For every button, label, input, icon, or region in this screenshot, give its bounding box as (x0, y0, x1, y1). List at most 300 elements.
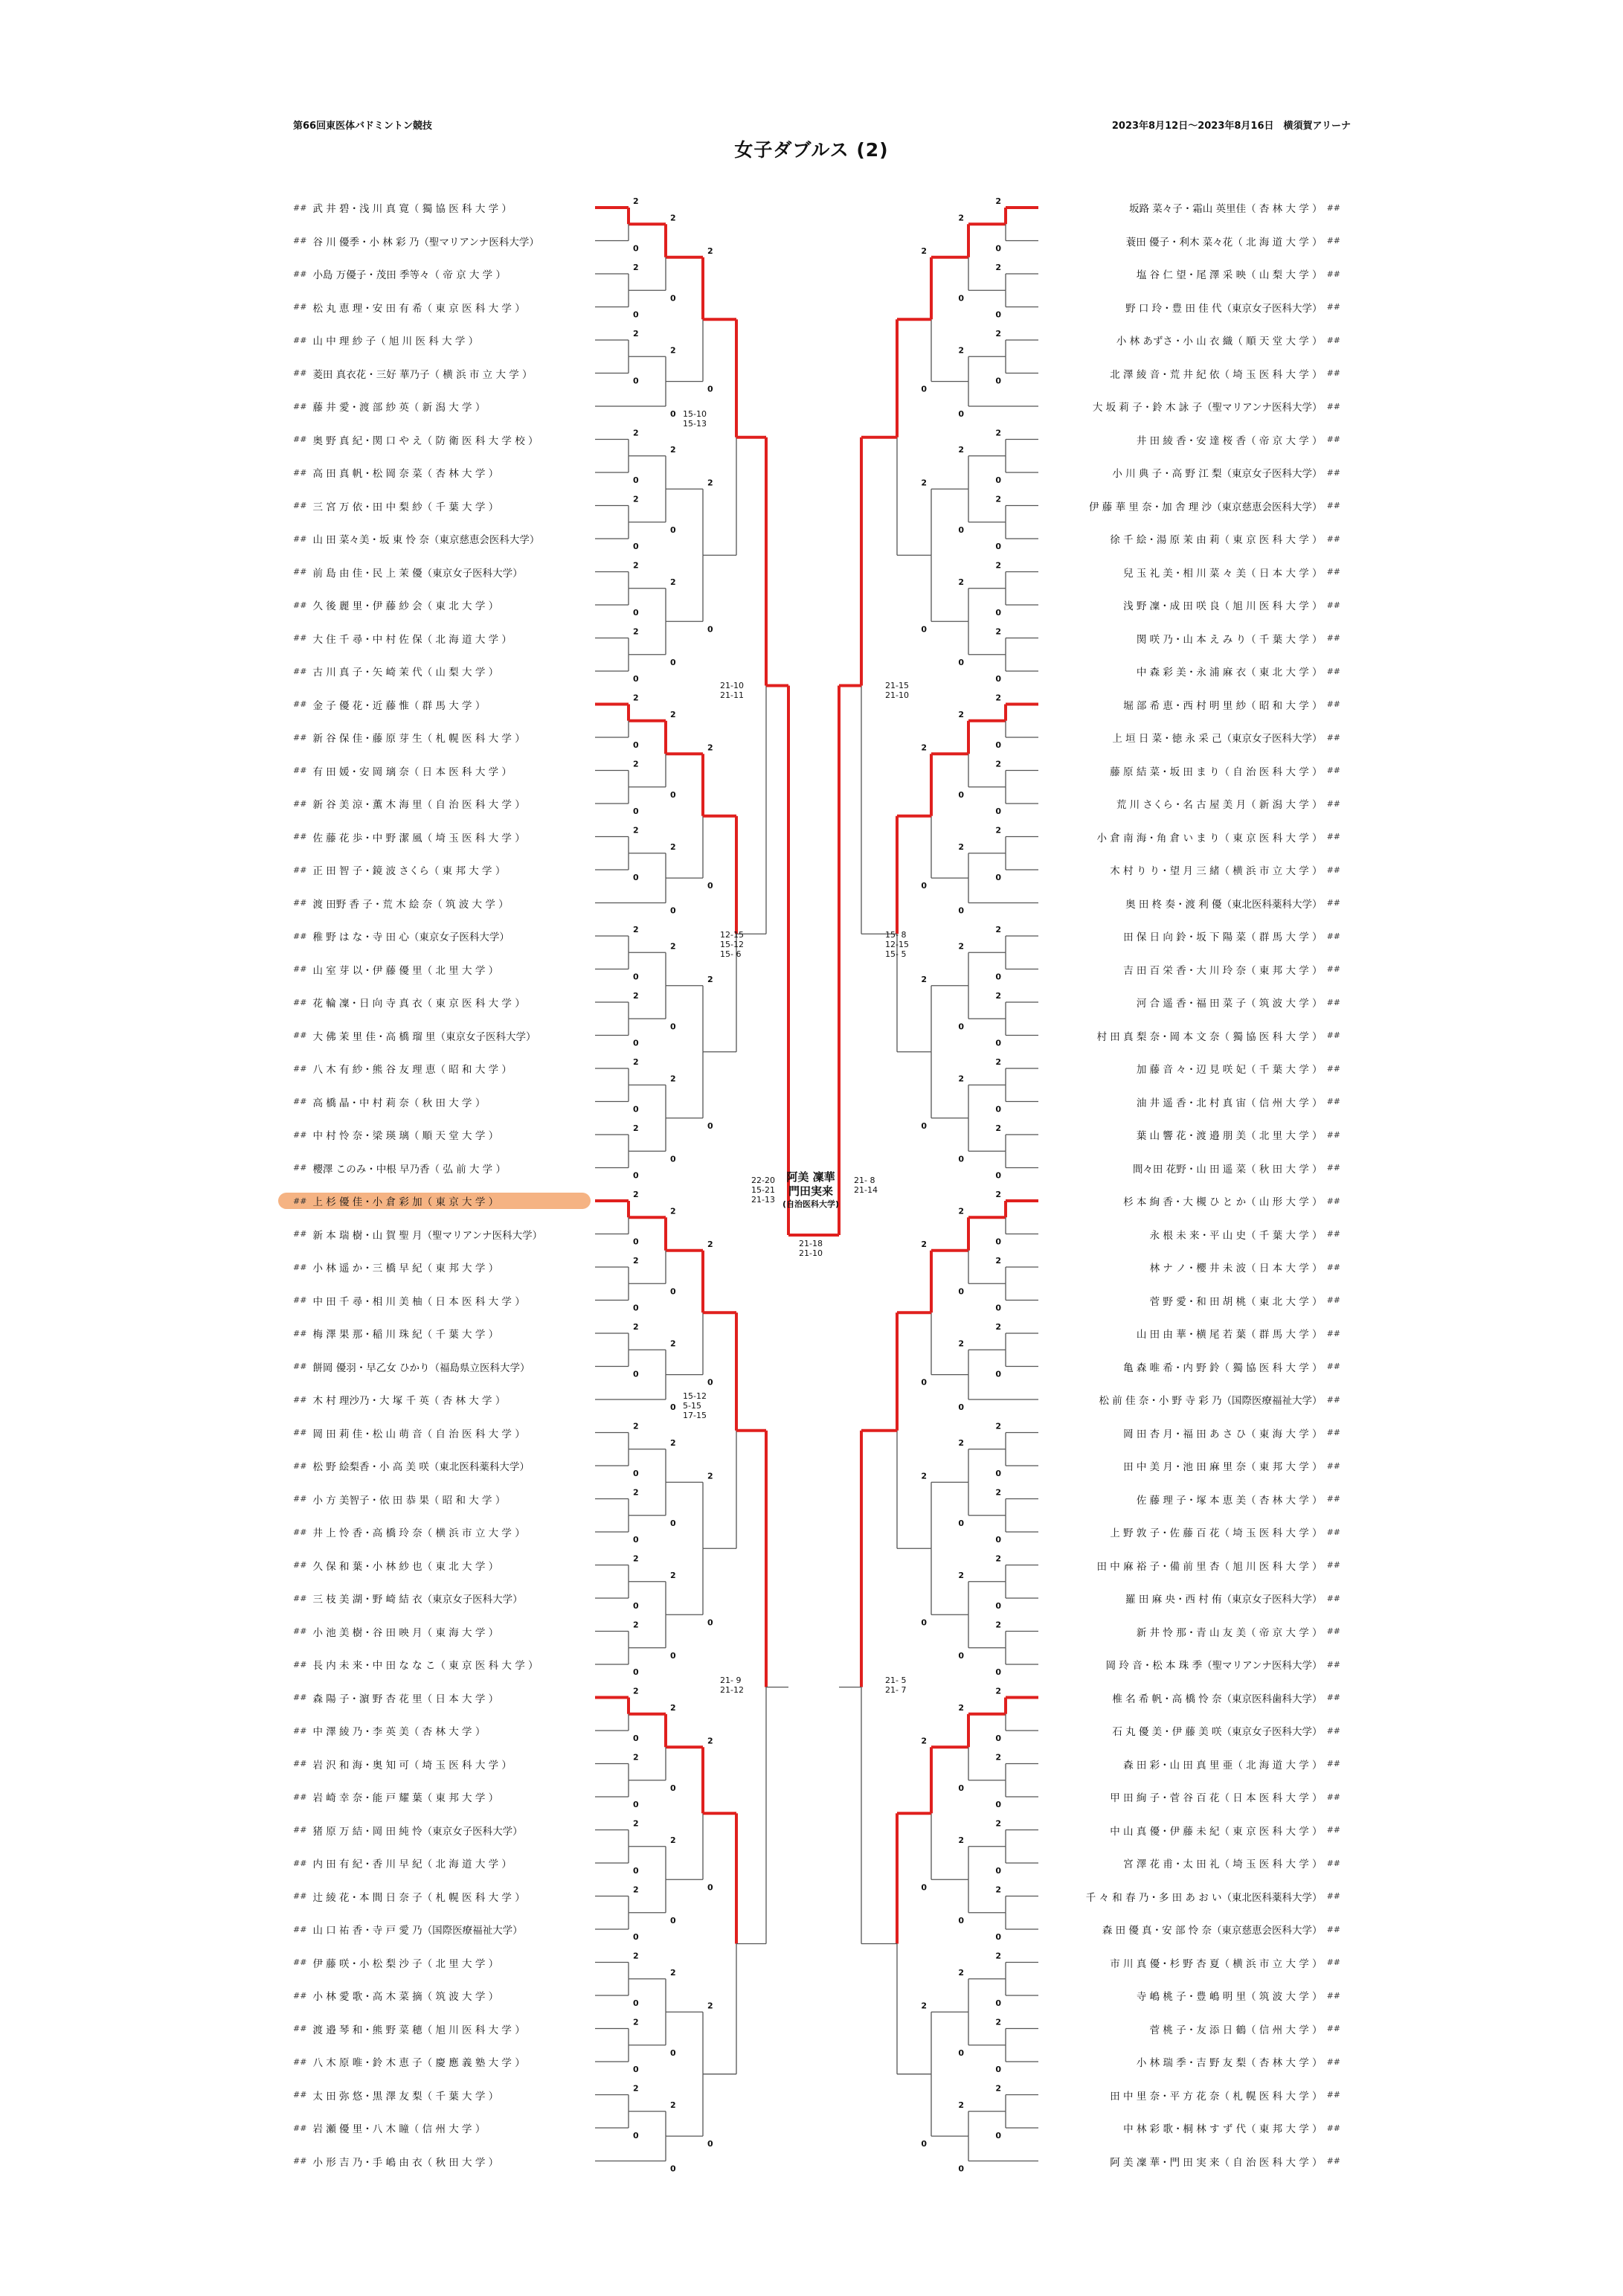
entry-text: 小 林 遥 か・三 橋 早 紀（ 東 邦 大 学 ） (312, 1263, 499, 1274)
match-score: 21-18 (799, 1239, 823, 1248)
right-entry (1043, 1987, 1340, 2004)
game-count: 0 (921, 1377, 927, 1388)
game-count: 0 (670, 1402, 676, 1412)
right-entry (1043, 233, 1340, 249)
left-entry (293, 1789, 591, 1805)
entry-text: 八 木 有 紗・熊 谷 友 理 恵（ 昭 和 大 学 ） (312, 1064, 512, 1076)
entry-text: 永 根 未 来・平 山 史（ 千 葉 大 学 ） (1149, 1229, 1322, 1242)
right-entry (1043, 1027, 1340, 1044)
entry-text: 小 方 美智子・依 田 恭 果（ 昭 和 大 学 ） (312, 1494, 506, 1507)
game-count: 0 (995, 1800, 1001, 1809)
entry-ref: ## (1326, 931, 1340, 941)
game-count: 2 (633, 693, 639, 703)
game-count: 0 (995, 807, 1001, 816)
left-entry (293, 1458, 591, 1474)
entry-ref: ## (293, 633, 307, 643)
game-count: 2 (633, 1256, 639, 1266)
game-count: 2 (633, 196, 639, 206)
entry-ref: ## (1326, 1328, 1340, 1338)
left-entry (293, 862, 591, 878)
game-count: 2 (670, 1835, 676, 1845)
game-count: 0 (670, 1650, 676, 1661)
right-entry (1043, 1391, 1340, 1408)
entry-text: 木 村 理沙乃・大 塚 千 英（ 杏 林 大 学 ） (312, 1395, 506, 1407)
left-entry (293, 1722, 591, 1739)
game-count: 2 (995, 991, 1001, 1001)
entry-ref: ## (1326, 1494, 1340, 1504)
entry-ref: ## (1326, 1659, 1340, 1670)
entry-text: 森 田 優 真・安 部 怜 奈（東京慈恵会医科大学） (1102, 1925, 1322, 1937)
game-count: 0 (995, 972, 1001, 982)
match-score: 21-11 (720, 690, 744, 700)
entry-ref: ## (1326, 865, 1340, 875)
entry-text: 新 井 怜 那・青 山 友 美（ 帝 京 大 学 ） (1136, 1626, 1322, 1639)
right-entry (1043, 1325, 1340, 1341)
game-count: 2 (670, 1570, 676, 1580)
game-count: 0 (995, 1038, 1001, 1048)
entry-ref: ## (1326, 1196, 1340, 1206)
entry-ref: ## (1326, 1460, 1340, 1471)
left-entry (293, 464, 591, 481)
entry-text: 菱田 真衣花・三好 華乃子（ 横 浜 市 立 大 学 ） (312, 368, 533, 381)
match-score: 12-15 (885, 940, 909, 949)
match-score: 15- 6 (720, 949, 742, 959)
game-count: 2 (633, 1885, 639, 1895)
game-count: 2 (633, 925, 639, 934)
left-entry (293, 763, 591, 779)
entry-ref: ## (293, 1924, 307, 1934)
game-count: 0 (707, 1120, 713, 1131)
entry-ref: ## (293, 2024, 307, 2033)
entry-ref: ## (1326, 1262, 1340, 1272)
left-entry (293, 199, 591, 216)
right-entry (1043, 332, 1340, 348)
entry-ref: ## (1326, 732, 1340, 743)
left-entry (293, 1160, 591, 1176)
entry-text: 油 井 遥 香・北 村 真 宙（ 信 州 大 学 ） (1136, 1097, 1322, 1109)
entry-ref: ## (293, 2090, 307, 2100)
game-count: 2 (958, 2100, 964, 2110)
entry-text: 森 陽 子・濵 野 杏 花 里（ 日 本 大 学 ） (312, 1693, 499, 1705)
right-entry (1043, 398, 1340, 414)
game-count: 2 (633, 1951, 639, 1961)
left-entry (293, 1524, 591, 1540)
entry-text: 山 口 祐 香・寺 戸 愛 乃（国際医療福祉大学） (312, 1925, 523, 1937)
left-entry (293, 1690, 591, 1706)
entry-ref: ## (1326, 1759, 1340, 1769)
right-entry (1043, 2153, 1340, 2170)
game-count: 2 (995, 2083, 1001, 2094)
entry-text: 野 口 玲・豊 田 佳 代（東京女子医科大学） (1125, 302, 1322, 315)
right-entry (1043, 928, 1340, 944)
entry-text: 渡 田野 香 子・荒 木 絵 奈（ 筑 波 大 学 ） (312, 898, 509, 911)
entry-text: 松 丸 恵 理・安 田 有 希（ 東 京 医 科 大 学 ） (312, 302, 525, 315)
game-count: 0 (921, 1882, 927, 1893)
entry-ref: ## (293, 964, 307, 974)
entry-ref: ## (293, 533, 307, 544)
entry-text: 内 田 有 紀・香 川 早 紀（ 北 海 道 大 学 ） (312, 1859, 512, 1870)
right-entry (1043, 1094, 1340, 1110)
game-count: 2 (633, 2017, 639, 2027)
entry-ref: ## (293, 732, 307, 743)
entry-ref: ## (293, 202, 307, 213)
game-count: 0 (633, 1734, 639, 1743)
entry-text: 小 林 愛 歌・高 木 菜 摘（ 筑 波 大 学 ） (312, 1991, 499, 2003)
match-score: 15- 8 (885, 930, 907, 940)
right-entry (1043, 365, 1340, 382)
game-count: 0 (633, 608, 639, 618)
game-count: 0 (670, 789, 676, 800)
entry-text: 餅岡 優羽・早乙女 ひかり（福島県立医科大学） (312, 1362, 530, 1374)
game-count: 0 (958, 789, 964, 800)
entry-text: 小 林 瑞 季・吉 野 友 梨（ 杏 林 大 学 ） (1136, 2057, 1322, 2069)
match-score: 21-10 (720, 681, 744, 690)
game-count: 0 (633, 1303, 639, 1313)
right-entry (1043, 199, 1340, 216)
game-count: 0 (921, 384, 927, 394)
game-count: 2 (633, 1123, 639, 1133)
entry-ref: ## (1326, 1593, 1340, 1603)
entry-text: 佐 藤 花 歩・中 野 潔 風（ 埼 玉 医 科 大 学 ） (312, 832, 525, 844)
game-count: 2 (670, 1702, 676, 1713)
entry-ref: ## (1326, 766, 1340, 775)
game-count: 0 (958, 905, 964, 916)
game-count: 0 (707, 384, 713, 394)
entry-ref: ## (1326, 1891, 1340, 1901)
champion-name: 阿美 凜華 門田実来 (786, 1170, 835, 1198)
game-count: 2 (958, 709, 964, 719)
game-count: 2 (707, 2001, 713, 2011)
entry-text: 大 住 千 尋・中 村 佐 保（ 北 海 道 大 学 ） (312, 633, 512, 646)
match-score: 21-10 (885, 690, 909, 700)
entry-ref: ## (293, 1460, 307, 1471)
entry-ref: ## (293, 1792, 307, 1802)
entry-ref: ## (1326, 236, 1340, 246)
entry-text: 武 井 碧・浅 川 真 寛（ 獨 協 医 科 大 学 ） (312, 203, 512, 215)
right-entry (1043, 1888, 1340, 1905)
game-count: 0 (633, 873, 639, 882)
right-entry (1043, 1623, 1340, 1640)
left-entry (293, 630, 591, 647)
entry-ref: ## (1326, 666, 1340, 676)
game-count: 2 (921, 478, 927, 488)
entry-ref: ## (1326, 368, 1340, 378)
entry-ref: ## (293, 997, 307, 1007)
entry-text: 千 々 和 春 乃・多 田 あ お い（東北医科薬科大学） (1085, 1891, 1322, 1904)
right-entry (1043, 1590, 1340, 1606)
entry-text: 市 川 真 優・杉 野 杏 夏（ 横 浜 市 立 大 学 ） (1110, 1957, 1322, 1970)
entry-ref: ## (293, 1527, 307, 1537)
entry-ref: ## (293, 898, 307, 908)
game-count: 0 (670, 905, 676, 916)
entry-ref: ## (1326, 2024, 1340, 2033)
right-entry (1043, 1789, 1340, 1805)
entry-ref: ## (293, 1262, 307, 1272)
left-entry (293, 2153, 591, 2170)
right-entry (1043, 1722, 1340, 1739)
game-count: 2 (921, 2001, 927, 2011)
entry-text: 藤 井 愛・渡 部 紗 英（ 新 潟 大 学 ） (312, 402, 486, 414)
entry-text: 井 田 綾 香・安 達 桜 香（ 帝 京 大 学 ） (1136, 434, 1322, 447)
game-count: 2 (633, 626, 639, 637)
right-entry (1043, 1193, 1340, 1209)
game-count: 0 (958, 1154, 964, 1164)
game-count: 0 (921, 1120, 927, 1131)
game-count: 2 (633, 1553, 639, 1564)
tournament-name: 第66回東医体バドミントン競技 (293, 121, 432, 132)
entry-ref: ## (1326, 202, 1340, 213)
entry-ref: ## (293, 1328, 307, 1338)
entry-ref: ## (293, 1593, 307, 1603)
match-score: 5-15 (683, 1401, 701, 1411)
match-score: 17-15 (683, 1411, 707, 1420)
left-entry (293, 564, 591, 580)
game-count: 0 (633, 740, 639, 750)
entry-ref: ## (293, 1362, 307, 1371)
left-entry (293, 1325, 591, 1341)
entry-ref: ## (293, 401, 307, 411)
entry-ref: ## (293, 236, 307, 246)
entry-text: 林 ナ ノ・櫻 井 未 波（ 日 本 大 学 ） (1149, 1263, 1322, 1274)
entry-ref: ## (1326, 964, 1340, 974)
left-entry (293, 1391, 591, 1408)
game-count: 2 (921, 1471, 927, 1481)
entry-text: 上 野 敦 子・佐 藤 百 花（ 埼 玉 医 科 大 学 ） (1110, 1527, 1322, 1539)
game-count: 2 (670, 345, 676, 356)
entry-text: 谷 川 優季・小 林 彩 乃（聖マリアンナ医科大学） (312, 236, 539, 248)
game-count: 0 (995, 542, 1001, 551)
entry-text: 中 村 怜 奈・梁 瑛 璃（ 順 天 堂 大 学 ） (312, 1130, 499, 1142)
entry-ref: ## (293, 1626, 307, 1636)
game-count: 0 (670, 1286, 676, 1297)
game-count: 2 (633, 2083, 639, 2094)
entry-text: 岡 田 莉 佳・松 山 萌 音（ 自 治 医 科 大 学 ） (312, 1428, 525, 1440)
entry-ref: ## (293, 501, 307, 510)
game-count: 0 (958, 1286, 964, 1297)
left-entry (293, 332, 591, 348)
game-count: 2 (633, 560, 639, 571)
entry-ref: ## (1326, 633, 1340, 643)
left-entry (293, 895, 591, 911)
entry-ref: ## (1326, 467, 1340, 478)
entry-ref: ## (1326, 1030, 1340, 1040)
game-count: 2 (995, 2017, 1001, 2027)
entry-text: 高 橋 晶・中 村 莉 奈（ 秋 田 大 学 ） (312, 1097, 486, 1109)
left-entry (278, 1193, 591, 1209)
game-count: 2 (633, 1818, 639, 1829)
game-count: 2 (921, 1736, 927, 1746)
entry-text: 中 森 彩 美・永 浦 麻 衣（ 東 北 大 学 ） (1136, 667, 1322, 679)
left-entry (293, 299, 591, 315)
entry-text: 松 前 佳 奈・小 野 寺 彩 乃（国際医療福祉大学） (1099, 1395, 1322, 1407)
right-entry (1043, 2087, 1340, 2103)
game-count: 0 (995, 1237, 1001, 1247)
game-count: 0 (670, 1783, 676, 1793)
entry-text: 中 林 彩 歌・桐 林 す ず 代（ 東 邦 大 学 ） (1123, 2123, 1322, 2135)
game-count: 0 (633, 243, 639, 254)
entry-ref: ## (293, 1990, 307, 2001)
game-count: 2 (995, 1885, 1001, 1895)
left-entry (293, 961, 591, 978)
game-count: 0 (921, 624, 927, 635)
game-count: 0 (958, 2048, 964, 2058)
entry-ref: ## (1326, 600, 1340, 610)
entry-text: 兒 玉 礼 美・相 川 菜 々 美（ 日 本 大 学 ） (1123, 567, 1322, 580)
entry-text: 北 澤 綾 音・荒 井 紀 依（ 埼 玉 医 科 大 学 ） (1110, 368, 1322, 381)
game-count: 2 (633, 1421, 639, 1431)
entry-ref: ## (1326, 335, 1340, 345)
entry-text: 新 谷 保 佳・藤 原 芽 生（ 札 幌 医 科 大 学 ） (312, 733, 525, 745)
game-count: 2 (958, 213, 964, 223)
right-entry (1043, 663, 1340, 679)
match-score: 15- 5 (885, 949, 907, 959)
entry-text: 藤 原 結 菜・坂 田 ま り（ 自 治 医 科 大 学 ） (1110, 766, 1322, 778)
right-entry (1043, 498, 1340, 514)
game-count: 0 (633, 1866, 639, 1876)
match-score: 15-12 (683, 1391, 707, 1401)
right-entry (1043, 1955, 1340, 1971)
entry-ref: ## (1326, 1560, 1340, 1570)
left-entry (293, 530, 591, 547)
entry-ref: ## (293, 931, 307, 941)
entry-ref: ## (1326, 1527, 1340, 1537)
game-count: 0 (958, 1783, 964, 1793)
right-entry (1043, 1822, 1340, 1838)
entry-text: 徐 千 絵・湯 原 茉 由 莉（ 東 京 医 科 大 学 ） (1110, 534, 1322, 546)
game-count: 2 (707, 478, 713, 488)
left-entry (293, 1259, 591, 1275)
entry-text: 井 上 怜 香・高 橋 玲 奈（ 横 浜 市 立 大 学 ） (312, 1527, 525, 1539)
entry-ref: ## (293, 1030, 307, 1040)
game-count: 2 (707, 974, 713, 984)
game-count: 0 (633, 1237, 639, 1247)
champion-university: (自治医科大学) (782, 1199, 840, 1209)
match-score: 21-14 (854, 1185, 878, 1195)
game-count: 0 (633, 1932, 639, 1942)
game-count: 2 (670, 1338, 676, 1349)
game-count: 0 (995, 1369, 1001, 1379)
game-count: 2 (670, 1967, 676, 1978)
entry-ref: ## (1326, 434, 1340, 444)
entry-text: 木 村 り り・望 月 三 緒（ 横 浜 市 立 大 学 ） (1110, 865, 1322, 877)
right-entry (1043, 961, 1340, 978)
entry-ref: ## (293, 1560, 307, 1570)
entry-ref: ## (293, 865, 307, 875)
game-count: 2 (670, 577, 676, 587)
right-entry (1043, 1690, 1340, 1706)
game-count: 0 (958, 525, 964, 535)
entry-ref: ## (1326, 1792, 1340, 1802)
game-count: 2 (995, 1057, 1001, 1067)
entry-ref: ## (1326, 699, 1340, 709)
entry-ref: ## (1326, 2090, 1340, 2100)
entry-text: 花 輪 凜・日 向 寺 真 衣（ 東 京 医 科 大 学 ） (312, 998, 525, 1010)
right-entry (1043, 1557, 1340, 1574)
entry-text: 櫻澤 このみ・中根 早乃香（ 弘 前 大 学 ） (312, 1163, 506, 1176)
game-count: 0 (633, 376, 639, 386)
entry-ref: ## (1326, 2156, 1340, 2166)
entry-text: 葉 山 響 花・渡 邉 朋 美（ 北 里 大 学 ） (1136, 1130, 1322, 1142)
left-entry (293, 1226, 591, 1242)
game-count: 2 (995, 825, 1001, 836)
entry-text: 甲 田 絢 子・菅 谷 百 花（ 日 本 医 科 大 学 ） (1110, 1792, 1322, 1804)
game-count: 2 (921, 246, 927, 256)
game-count: 0 (633, 2131, 639, 2141)
left-entry (293, 795, 591, 812)
game-count: 2 (633, 1620, 639, 1630)
entry-text: 間々田 花野・山 田 遥 菜（ 秋 田 大 学 ） (1132, 1163, 1322, 1176)
left-entry (293, 2053, 591, 2070)
entry-text: 前 島 由 佳・民 上 茉 優（東京女子医科大学） (312, 567, 523, 580)
right-entry (1043, 1491, 1340, 1507)
right-entry (1043, 1160, 1340, 1176)
game-count: 0 (633, 1170, 639, 1181)
entry-ref: ## (293, 368, 307, 378)
right-entry (1043, 1060, 1340, 1077)
entry-ref: ## (293, 1129, 307, 1140)
entry-ref: ## (293, 1063, 307, 1074)
left-entry (293, 1425, 591, 1441)
right-entry (1043, 1458, 1340, 1474)
game-count: 0 (707, 1617, 713, 1628)
match-score: 21-13 (751, 1195, 775, 1205)
entry-ref: ## (293, 600, 307, 610)
game-count: 0 (707, 2139, 713, 2149)
entry-ref: ## (1326, 1428, 1340, 1437)
entry-text: 高 田 真 帆・松 岡 奈 菜（ 杏 林 大 学 ） (312, 468, 499, 480)
entry-text: 浅 野 凜・成 田 咲 良（ 旭 川 医 科 大 学 ） (1123, 600, 1322, 612)
game-count: 2 (995, 196, 1001, 206)
entry-ref: ## (1326, 1097, 1340, 1106)
match-score: 21- 5 (885, 1675, 907, 1685)
game-count: 0 (670, 2048, 676, 2058)
game-count: 0 (633, 807, 639, 816)
game-count: 0 (958, 293, 964, 304)
entry-text: 田 中 里 奈・平 方 花 奈（ 札 幌 医 科 大 学 ） (1110, 2090, 1322, 2103)
game-count: 0 (670, 657, 676, 667)
game-count: 2 (995, 626, 1001, 637)
match-score: 21-15 (885, 681, 909, 690)
game-count: 0 (958, 1650, 964, 1661)
entry-ref: ## (293, 699, 307, 709)
game-count: 2 (995, 1686, 1001, 1696)
game-count: 0 (670, 2164, 676, 2174)
entry-text: 伊 藤 華 里 奈・加 舎 理 沙（東京慈恵会医科大学） (1089, 501, 1322, 513)
entry-text: 伊 藤 咲・小 松 梨 沙 子（ 北 里 大 学 ） (312, 1957, 499, 1970)
match-score: 22-20 (751, 1176, 775, 1185)
right-entry (1043, 1921, 1340, 1937)
entry-ref: ## (293, 832, 307, 841)
right-entry (1043, 432, 1340, 448)
left-entry (293, 1955, 591, 1971)
game-count: 0 (921, 1617, 927, 1628)
entry-text: 山 中 理 紗 子（ 旭 川 医 科 大 学 ） (312, 336, 479, 347)
entry-text: 久 後 麗 里・伊 藤 紗 会（ 東 北 大 学 ） (312, 600, 499, 612)
right-entry (1043, 895, 1340, 911)
entry-text: 小 形 吉 乃・手 嶋 由 衣（ 秋 田 大 学 ） (312, 2156, 499, 2169)
game-count: 0 (633, 475, 639, 485)
game-count: 0 (958, 1915, 964, 1925)
entry-ref: ## (293, 1858, 307, 1868)
game-count: 0 (633, 542, 639, 551)
entry-ref: ## (1326, 401, 1340, 411)
right-entry (1043, 1656, 1340, 1673)
game-count: 2 (958, 1206, 964, 1216)
entry-text: 小 池 美 樹・谷 田 映 月（ 東 海 大 学 ） (312, 1626, 499, 1639)
right-entry (1043, 1259, 1340, 1275)
game-count: 0 (921, 2139, 927, 2149)
entry-text: 猪 原 万 結・岡 田 純 怜（東京女子医科大学） (312, 1825, 523, 1838)
